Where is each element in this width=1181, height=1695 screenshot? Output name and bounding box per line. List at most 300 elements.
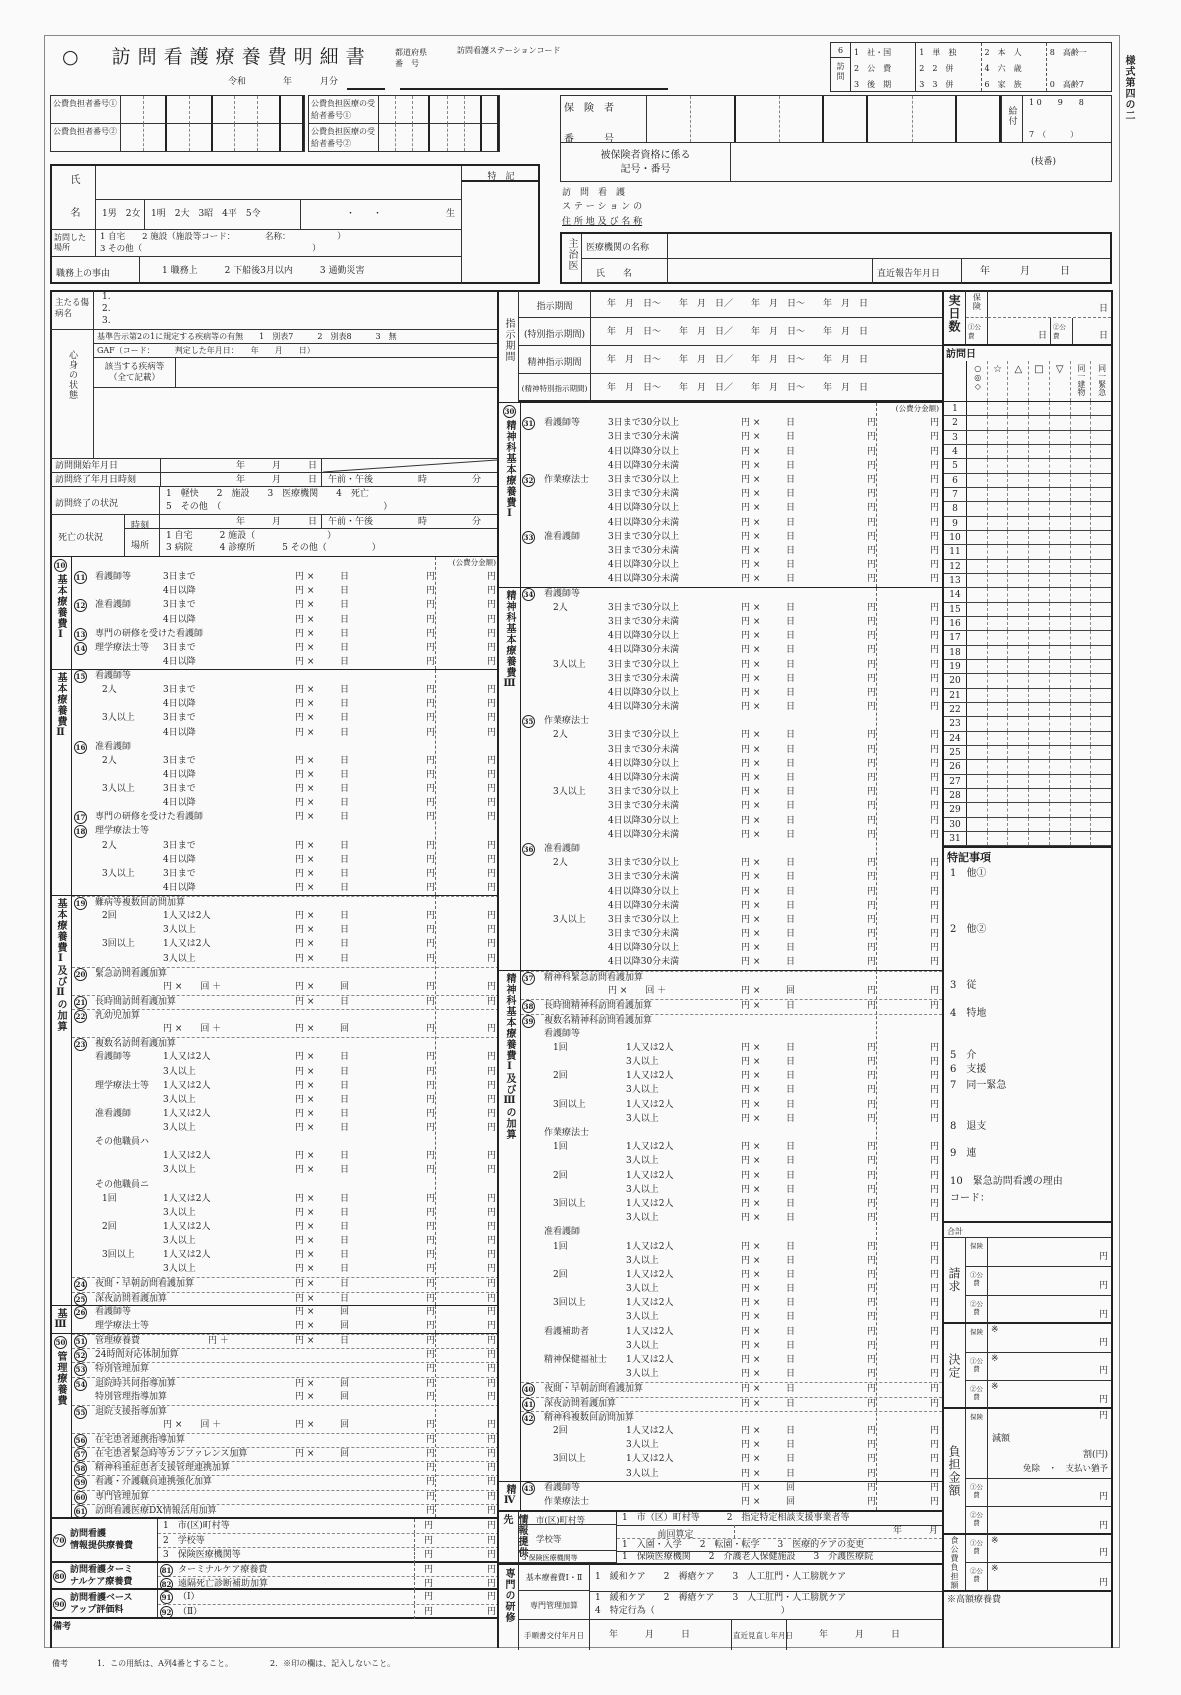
public-amount[interactable]: 円	[929, 1497, 939, 1508]
day-mark-cell[interactable]	[1071, 574, 1092, 587]
public-amount[interactable]: 円	[929, 986, 939, 997]
amount[interactable]: 円	[866, 730, 876, 741]
day-mark-cell[interactable]	[1029, 717, 1050, 730]
code-option[interactable]: 4 六 歳	[984, 64, 1022, 73]
day-mark-cell[interactable]	[1071, 789, 1092, 802]
public-amount[interactable]: 円	[929, 1284, 939, 1295]
amount[interactable]: 円	[425, 1108, 435, 1119]
amount[interactable]: 円	[866, 858, 876, 869]
amount[interactable]: 円	[425, 1165, 435, 1176]
day-mark-cell[interactable]	[1008, 760, 1029, 773]
day-mark-cell[interactable]	[988, 689, 1009, 702]
public-amount[interactable]: 円	[486, 1264, 496, 1275]
day-mark-cell[interactable]	[1050, 502, 1071, 515]
day-mark-cell[interactable]	[1071, 660, 1092, 673]
day-mark-cell[interactable]	[967, 717, 988, 730]
amount[interactable]: 円	[866, 1184, 876, 1195]
day-mark-cell[interactable]	[1071, 560, 1092, 573]
amount[interactable]: 円	[866, 1142, 876, 1153]
day-mark-cell[interactable]	[988, 646, 1009, 659]
public-amount[interactable]: 円	[486, 784, 496, 795]
public-amount[interactable]: 円	[929, 673, 939, 684]
amount[interactable]: 円	[425, 1477, 435, 1488]
number-cell[interactable]	[190, 96, 213, 124]
amount[interactable]: 円	[425, 1024, 435, 1035]
public-amount[interactable]: 円	[486, 586, 496, 597]
public-amount[interactable]: 円	[929, 900, 939, 911]
number-cell[interactable]	[482, 96, 499, 124]
day-mark-cell[interactable]	[967, 789, 988, 802]
day-mark-cell[interactable]	[1050, 617, 1071, 630]
amount[interactable]: 円	[866, 1057, 876, 1068]
code-option[interactable]: 3 3 併	[919, 80, 954, 89]
public-amount[interactable]: 円	[929, 545, 939, 556]
public-amount[interactable]: 円	[929, 1198, 939, 1209]
amount[interactable]: 円	[425, 868, 435, 879]
amount[interactable]: 円	[425, 854, 435, 865]
day-mark-cell[interactable]	[1029, 803, 1050, 816]
public-amount[interactable]: 円	[486, 755, 496, 766]
day-mark-cell[interactable]	[1050, 631, 1071, 644]
public-amount[interactable]: 円	[486, 868, 496, 879]
public-amount[interactable]: 円	[486, 1279, 496, 1290]
amount[interactable]: 円	[866, 787, 876, 798]
number-cell[interactable]	[413, 96, 430, 124]
day-mark-cell[interactable]	[1029, 689, 1050, 702]
day-mark-cell[interactable]	[1029, 445, 1050, 458]
public-amount[interactable]: 円	[929, 957, 939, 968]
amount[interactable]: 円	[425, 727, 435, 738]
public-amount[interactable]: 円	[486, 642, 496, 653]
amount[interactable]: 円	[866, 687, 876, 698]
day-mark-cell[interactable]	[1029, 517, 1050, 530]
number-cell[interactable]	[413, 124, 430, 152]
day-mark-cell[interactable]	[1050, 660, 1071, 673]
day-mark-cell[interactable]	[1071, 717, 1092, 730]
amount[interactable]: 円	[866, 702, 876, 713]
public-amount[interactable]: 円	[929, 1425, 939, 1436]
number-cell[interactable]	[144, 124, 167, 152]
public-amount[interactable]: 円	[486, 812, 496, 823]
day-mark-cell[interactable]	[1050, 531, 1071, 544]
day-mark-cell[interactable]	[1091, 459, 1111, 472]
public-amount[interactable]: 円	[486, 1080, 496, 1091]
amount[interactable]: 円	[866, 801, 876, 812]
day-mark-cell[interactable]	[1029, 560, 1050, 573]
code-option[interactable]: 2 本 人	[984, 48, 1022, 57]
day-mark-cell[interactable]	[1008, 488, 1029, 501]
number-cell[interactable]	[121, 124, 144, 152]
amount[interactable]: 円	[866, 645, 876, 656]
amount[interactable]: 円	[866, 602, 876, 613]
day-mark-cell[interactable]	[1091, 818, 1111, 831]
day-mark-cell[interactable]	[967, 775, 988, 788]
day-mark-cell[interactable]	[1050, 488, 1071, 501]
number-cell[interactable]	[258, 124, 281, 152]
amount[interactable]: 円	[866, 957, 876, 968]
institution-field[interactable]	[668, 234, 1110, 259]
public-amount[interactable]: 円	[929, 801, 939, 812]
amount[interactable]: 円	[866, 1468, 876, 1479]
day-mark-cell[interactable]	[1071, 689, 1092, 702]
day-mark-cell[interactable]	[988, 517, 1009, 530]
day-mark-cell[interactable]	[1050, 560, 1071, 573]
public-amount[interactable]: 円	[486, 1193, 496, 1204]
public-amount[interactable]: 円	[929, 1142, 939, 1153]
day-mark-cell[interactable]	[1050, 789, 1071, 802]
public-amount[interactable]: 円	[486, 1108, 496, 1119]
public-amount[interactable]: 円	[929, 1483, 939, 1494]
public-amount[interactable]: 円	[929, 1057, 939, 1068]
day-mark-cell[interactable]	[1091, 474, 1111, 487]
public-amount[interactable]: 円	[486, 1505, 496, 1516]
public-amount[interactable]: 円	[486, 1350, 496, 1361]
number-cell[interactable]	[780, 96, 824, 142]
amount[interactable]: 円	[425, 1350, 435, 1361]
public-amount[interactable]: 円	[486, 600, 496, 611]
amount[interactable]: 円	[866, 659, 876, 670]
code-option[interactable]: 8 高齢一	[1049, 48, 1087, 57]
public-amount[interactable]: 円	[929, 1241, 939, 1252]
amount[interactable]: 円	[425, 1391, 435, 1402]
amount[interactable]: 円	[425, 1094, 435, 1105]
amount[interactable]: 円	[425, 1279, 435, 1290]
public-amount[interactable]: 円	[486, 1151, 496, 1162]
day-mark-cell[interactable]	[1008, 502, 1029, 515]
public-amount[interactable]: 円	[929, 460, 939, 471]
amount[interactable]: 円	[425, 1207, 435, 1218]
amount[interactable]: 円	[866, 1483, 876, 1494]
number-cell[interactable]	[281, 124, 304, 152]
day-mark-cell[interactable]	[1050, 775, 1071, 788]
amount[interactable]: 円	[425, 1419, 435, 1430]
public-amount[interactable]: 円	[929, 872, 939, 883]
day-mark-cell[interactable]	[1050, 545, 1071, 558]
amount[interactable]: 円	[866, 1213, 876, 1224]
day-mark-cell[interactable]	[988, 674, 1009, 687]
day-mark-cell[interactable]	[967, 560, 988, 573]
day-mark-cell[interactable]	[1091, 717, 1111, 730]
day-mark-cell[interactable]	[1029, 617, 1050, 630]
public-amount[interactable]: 円	[929, 517, 939, 528]
day-mark-cell[interactable]	[1071, 775, 1092, 788]
public-amount[interactable]: 円	[929, 1085, 939, 1096]
amount[interactable]: 円	[866, 900, 876, 911]
day-mark-cell[interactable]	[1008, 803, 1029, 816]
amount[interactable]: 円	[866, 1170, 876, 1181]
amount[interactable]: 円	[425, 614, 435, 625]
amount[interactable]: 円	[425, 1364, 435, 1375]
amount[interactable]: 円	[425, 755, 435, 766]
number-cell[interactable]	[235, 96, 258, 124]
amount[interactable]: 円	[425, 1066, 435, 1077]
number-cell[interactable]	[430, 96, 447, 124]
number-cell[interactable]	[736, 96, 780, 142]
day-mark-cell[interactable]	[988, 531, 1009, 544]
public-amount[interactable]: 円	[929, 1184, 939, 1195]
number-cell[interactable]	[258, 96, 281, 124]
day-mark-cell[interactable]	[1091, 603, 1111, 616]
number-cell[interactable]	[167, 124, 190, 152]
number-cell[interactable]	[448, 124, 465, 152]
amount[interactable]: 円	[866, 1269, 876, 1280]
amount[interactable]: 円	[866, 986, 876, 997]
day-mark-cell[interactable]	[1008, 445, 1029, 458]
day-mark-cell[interactable]	[1050, 402, 1071, 415]
day-mark-cell[interactable]	[967, 603, 988, 616]
day-mark-cell[interactable]	[1008, 431, 1029, 444]
amount[interactable]: 円	[866, 1255, 876, 1266]
public-amount[interactable]: 円	[929, 1340, 939, 1351]
day-mark-cell[interactable]	[1091, 789, 1111, 802]
day-mark-cell[interactable]	[1029, 603, 1050, 616]
day-mark-cell[interactable]	[1091, 631, 1111, 644]
public-amount[interactable]: 円	[486, 1165, 496, 1176]
code-option[interactable]: 1 単 独	[919, 48, 957, 57]
public-amount[interactable]: 円	[486, 1094, 496, 1105]
public-amount[interactable]: 円	[486, 939, 496, 950]
day-mark-cell[interactable]	[1091, 445, 1111, 458]
day-mark-cell[interactable]	[967, 646, 988, 659]
public-amount[interactable]: 円	[929, 489, 939, 500]
public-amount[interactable]: 円	[929, 503, 939, 514]
day-mark-cell[interactable]	[1071, 402, 1092, 415]
day-mark-cell[interactable]	[988, 703, 1009, 716]
number-cell[interactable]	[465, 124, 482, 152]
amount[interactable]: 円	[866, 929, 876, 940]
day-mark-cell[interactable]	[1008, 459, 1029, 472]
day-mark-cell[interactable]	[1008, 631, 1029, 644]
amount[interactable]: 円	[425, 1250, 435, 1261]
day-mark-cell[interactable]	[1029, 775, 1050, 788]
number-cell[interactable]	[448, 96, 465, 124]
day-mark-cell[interactable]	[967, 732, 988, 745]
day-mark-cell[interactable]	[1029, 488, 1050, 501]
day-mark-cell[interactable]	[1029, 703, 1050, 716]
number-cell[interactable]	[482, 124, 499, 152]
public-amount[interactable]: 円	[929, 858, 939, 869]
day-mark-cell[interactable]	[1008, 545, 1029, 558]
amount[interactable]: 円	[866, 489, 876, 500]
public-amount[interactable]: 円	[929, 929, 939, 940]
amount[interactable]: 円	[425, 1151, 435, 1162]
day-mark-cell[interactable]	[988, 588, 1009, 601]
public-amount[interactable]: 円	[929, 560, 939, 571]
public-amount[interactable]: 円	[929, 1213, 939, 1224]
day-mark-cell[interactable]	[1050, 732, 1071, 745]
day-mark-cell[interactable]	[1071, 617, 1092, 630]
day-mark-cell[interactable]	[988, 416, 1009, 429]
amount[interactable]: 円	[866, 1001, 876, 1012]
day-mark-cell[interactable]	[1008, 588, 1029, 601]
public-amount[interactable]: 円	[486, 1066, 496, 1077]
day-mark-cell[interactable]	[1008, 818, 1029, 831]
public-amount[interactable]: 円	[929, 1326, 939, 1337]
day-mark-cell[interactable]	[1091, 560, 1111, 573]
day-mark-cell[interactable]	[988, 574, 1009, 587]
day-mark-cell[interactable]	[1029, 818, 1050, 831]
public-amount[interactable]: 円	[486, 911, 496, 922]
day-mark-cell[interactable]	[1008, 775, 1029, 788]
amount[interactable]: 円	[425, 586, 435, 597]
public-amount[interactable]: 円	[486, 1419, 496, 1430]
day-mark-cell[interactable]	[988, 545, 1009, 558]
amount[interactable]: 円	[866, 1497, 876, 1508]
day-mark-cell[interactable]	[1029, 502, 1050, 515]
public-amount[interactable]: 円	[486, 727, 496, 738]
day-mark-cell[interactable]	[1091, 517, 1111, 530]
day-mark-cell[interactable]	[967, 674, 988, 687]
public-amount[interactable]: 円	[486, 1435, 496, 1445]
amount[interactable]: 円	[866, 545, 876, 556]
amount[interactable]: 円	[425, 685, 435, 696]
day-mark-cell[interactable]	[1071, 517, 1092, 530]
public-amount[interactable]: 円	[929, 1099, 939, 1110]
public-amount[interactable]: 円	[929, 1071, 939, 1082]
amount[interactable]: 円	[425, 981, 435, 992]
day-mark-cell[interactable]	[1071, 646, 1092, 659]
public-amount[interactable]: 円	[486, 1306, 496, 1317]
day-mark-cell[interactable]	[1029, 574, 1050, 587]
day-mark-cell[interactable]	[1050, 717, 1071, 730]
day-mark-cell[interactable]	[967, 517, 988, 530]
public-amount[interactable]: (公費分金額)	[452, 558, 496, 567]
day-mark-cell[interactable]	[1050, 832, 1071, 845]
code-option[interactable]	[1047, 59, 1111, 75]
amount[interactable]: 円	[425, 1435, 435, 1445]
day-mark-cell[interactable]	[1091, 402, 1111, 415]
public-amount[interactable]: 円	[929, 1454, 939, 1465]
day-mark-cell[interactable]	[1008, 717, 1029, 730]
public-amount[interactable]: 円	[929, 474, 939, 485]
number-cell[interactable]	[647, 96, 691, 142]
amount[interactable]: 円	[866, 517, 876, 528]
amount[interactable]: 円	[425, 1080, 435, 1091]
public-amount[interactable]: 円	[929, 616, 939, 627]
public-amount[interactable]: 円	[486, 1364, 496, 1375]
amount[interactable]: 円	[425, 1264, 435, 1275]
public-amount[interactable]: 円	[486, 713, 496, 724]
prefecture-field[interactable]	[347, 88, 385, 90]
public-amount[interactable]: 円	[929, 744, 939, 755]
public-amount[interactable]: 円	[929, 886, 939, 897]
day-mark-cell[interactable]	[1029, 832, 1050, 845]
day-mark-cell[interactable]	[1029, 474, 1050, 487]
day-mark-cell[interactable]	[1050, 689, 1071, 702]
amount[interactable]: 円	[866, 1369, 876, 1380]
public-amount[interactable]: 円	[486, 628, 496, 639]
day-mark-cell[interactable]	[1050, 603, 1071, 616]
public-amount[interactable]: 円	[486, 1207, 496, 1218]
day-mark-cell[interactable]	[1029, 631, 1050, 644]
day-mark-cell[interactable]	[1050, 445, 1071, 458]
amount[interactable]: 円	[866, 503, 876, 514]
day-mark-cell[interactable]	[967, 617, 988, 630]
number-cell[interactable]	[281, 96, 304, 124]
amount[interactable]: 円	[866, 1440, 876, 1451]
day-mark-cell[interactable]	[988, 803, 1009, 816]
public-amount[interactable]: 円	[929, 829, 939, 840]
amount[interactable]: 円	[425, 1193, 435, 1204]
public-amount[interactable]: 円	[486, 996, 496, 1007]
day-mark-cell[interactable]	[1050, 646, 1071, 659]
number-cell[interactable]	[213, 96, 236, 124]
day-mark-cell[interactable]	[1071, 603, 1092, 616]
amount[interactable]: 円	[425, 996, 435, 1007]
day-mark-cell[interactable]	[1091, 488, 1111, 501]
amount[interactable]: 円	[425, 656, 435, 667]
day-mark-cell[interactable]	[988, 631, 1009, 644]
public-amount[interactable]: 円	[929, 730, 939, 741]
amount[interactable]: 円	[425, 812, 435, 823]
day-mark-cell[interactable]	[988, 502, 1009, 515]
day-mark-cell[interactable]	[1029, 431, 1050, 444]
day-mark-cell[interactable]	[1029, 789, 1050, 802]
code-option[interactable]: 1 社・国	[854, 48, 892, 57]
public-amount[interactable]: 円	[486, 1391, 496, 1402]
day-mark-cell[interactable]	[1091, 574, 1111, 587]
day-mark-cell[interactable]	[1091, 689, 1111, 702]
public-amount[interactable]: 円	[486, 1250, 496, 1261]
public-amount[interactable]: 円	[486, 1491, 496, 1502]
day-mark-cell[interactable]	[967, 431, 988, 444]
day-mark-cell[interactable]	[1071, 674, 1092, 687]
day-mark-cell[interactable]	[1071, 732, 1092, 745]
amount[interactable]: 円	[866, 460, 876, 471]
day-mark-cell[interactable]	[988, 717, 1009, 730]
amount[interactable]: 円	[866, 1312, 876, 1323]
day-mark-cell[interactable]	[1029, 760, 1050, 773]
public-amount[interactable]: 円	[929, 1312, 939, 1323]
amount[interactable]: 円	[866, 829, 876, 840]
public-amount[interactable]: 円	[929, 1369, 939, 1380]
public-amount[interactable]: 円	[929, 1113, 939, 1124]
day-mark-cell[interactable]	[988, 832, 1009, 845]
public-amount[interactable]: 円	[929, 659, 939, 670]
day-mark-cell[interactable]	[967, 531, 988, 544]
public-amount[interactable]: 円	[486, 854, 496, 865]
day-mark-cell[interactable]	[1091, 775, 1111, 788]
public-amount[interactable]: 円	[486, 699, 496, 710]
day-mark-cell[interactable]	[1008, 646, 1029, 659]
amount[interactable]: 円	[425, 1293, 435, 1304]
amount[interactable]: 円	[866, 1384, 876, 1395]
day-mark-cell[interactable]	[1029, 545, 1050, 558]
public-amount[interactable]: 円	[929, 432, 939, 443]
day-mark-cell[interactable]	[967, 760, 988, 773]
day-mark-cell[interactable]	[1091, 617, 1111, 630]
station-code-field[interactable]	[400, 88, 668, 90]
public-amount[interactable]: 円	[486, 1477, 496, 1488]
day-mark-cell[interactable]	[1071, 832, 1092, 845]
public-amount[interactable]: 円	[486, 1024, 496, 1035]
number-cell[interactable]	[379, 124, 396, 152]
amount[interactable]: 円	[866, 631, 876, 642]
day-mark-cell[interactable]	[1008, 531, 1029, 544]
day-mark-cell[interactable]	[988, 431, 1009, 444]
number-cell[interactable]	[430, 124, 447, 152]
public-amount[interactable]: 円	[929, 687, 939, 698]
number-cell[interactable]	[396, 96, 413, 124]
public-amount[interactable]: 円	[929, 531, 939, 542]
day-mark-cell[interactable]	[967, 818, 988, 831]
amount[interactable]: 円	[425, 939, 435, 950]
day-mark-cell[interactable]	[1029, 674, 1050, 687]
day-mark-cell[interactable]	[967, 502, 988, 515]
day-mark-cell[interactable]	[1008, 574, 1029, 587]
number-cell[interactable]	[913, 96, 957, 142]
day-mark-cell[interactable]	[967, 588, 988, 601]
